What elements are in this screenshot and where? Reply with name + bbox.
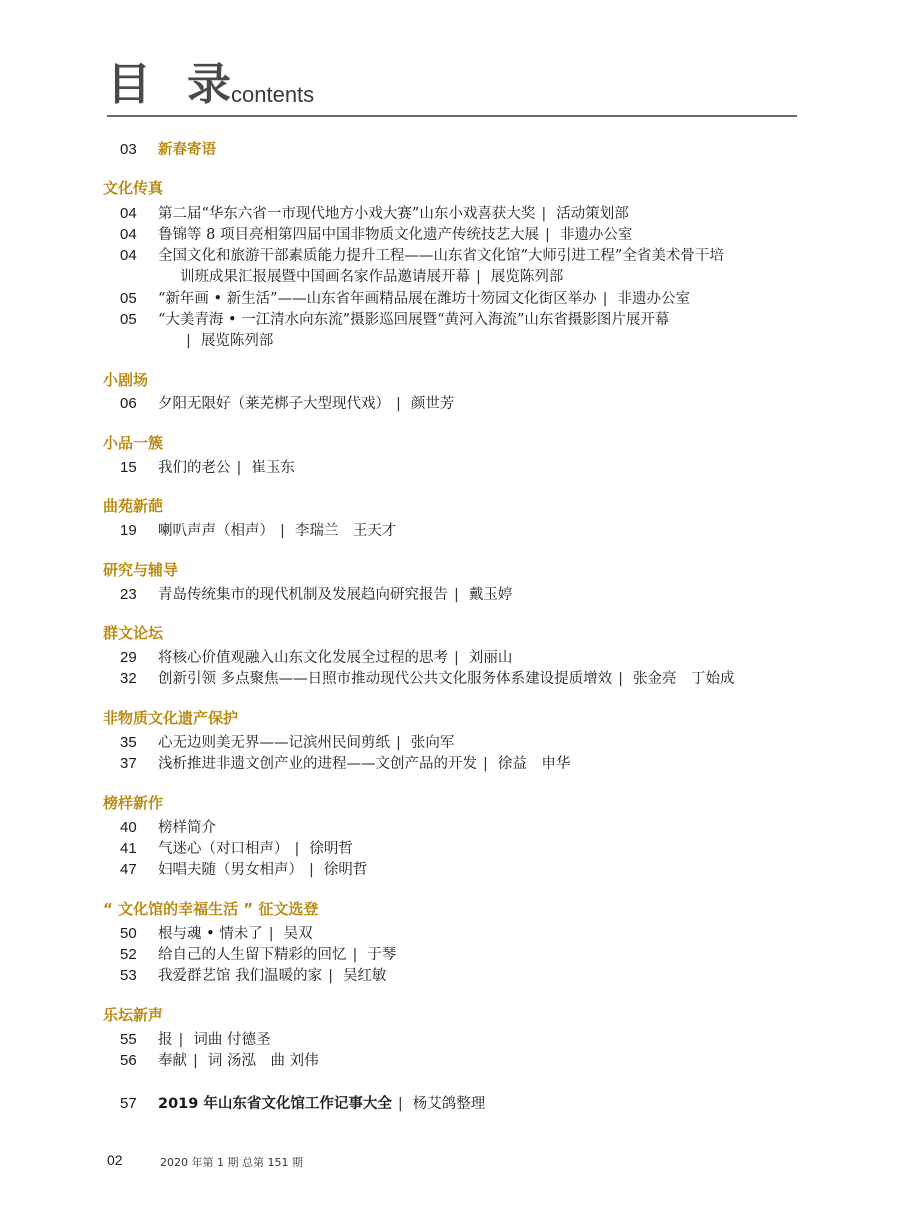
entry-title: 我们的老公	[158, 460, 231, 476]
entry-author: 吴红敏	[343, 968, 387, 984]
entry-title: 给自己的人生留下精彩的回忆	[158, 947, 347, 963]
toc-entry[interactable]	[120, 945, 396, 965]
separator: |	[602, 291, 608, 307]
entry-title: 青岛传统集市的现代机制及发展趋向研究报告	[158, 587, 448, 603]
entry-title: “大美青海 • 一江清水向东流”摄影巡回展暨“黄河入海流”山东省摄影图片展开幕	[158, 312, 670, 328]
entry-author: 非遗办公室	[617, 291, 690, 307]
entry-author: 展览陈列部	[200, 333, 274, 349]
title-char-lu: 录	[187, 59, 231, 110]
page-number: 41	[120, 840, 137, 857]
page-number: 04	[120, 226, 137, 243]
page-number: 52	[120, 946, 137, 963]
separator: |	[396, 735, 401, 751]
entry-author: 徐益 申华	[497, 756, 571, 772]
entry-title: 喇叭声声（相声）	[158, 523, 274, 539]
entry-title: 榜样简介	[158, 820, 216, 836]
title-char-mu: 目	[107, 59, 151, 110]
separator: |	[328, 968, 333, 984]
entry-title: 我爱群艺馆 我们温暖的家	[158, 968, 323, 984]
entry-author: 戴玉婷	[468, 587, 513, 603]
entry-title: 新春寄语	[158, 142, 216, 158]
entry-author: 于琴	[367, 947, 397, 963]
title-english: contents	[231, 82, 315, 107]
toc-entry[interactable]	[120, 1030, 271, 1050]
separator: |	[618, 671, 623, 687]
toc-entry[interactable]	[120, 860, 367, 880]
entry-title-cont: 训班成果汇报展暨中国画名家作品邀请展开幕	[180, 269, 470, 285]
page-number: 04	[120, 247, 137, 264]
entry-author: 活动策划部	[556, 206, 629, 222]
separator: |	[178, 1032, 184, 1048]
entry-author: 展览陈列部	[490, 269, 564, 285]
entry-title: 全国文化和旅游干部素质能力提升工程——山东省文化馆“大师引进工程”全省美术骨干培	[158, 248, 724, 264]
entry-title: 将核心价值观融入山东文化发展全过程的思考	[158, 650, 448, 666]
toc-entry[interactable]	[120, 966, 387, 986]
toc-entry[interactable]	[120, 924, 313, 944]
entry-author: 词 汤泓 曲 刘伟	[207, 1053, 319, 1069]
section-heading: 群文论坛	[103, 624, 164, 642]
section-heading: 乐坛新声	[103, 1006, 164, 1024]
entry-author: 徐明哲	[323, 862, 368, 878]
entry-title: 2019 年山东省文化馆工作记事大全	[158, 1096, 392, 1112]
page-number: 57	[120, 1095, 137, 1112]
separator: |	[294, 841, 300, 857]
section-heading: “ 文化馆的幸福生活 ” 征文选登	[103, 900, 319, 918]
toc-entry[interactable]	[120, 246, 724, 266]
section-heading: 曲苑新葩	[103, 497, 164, 515]
page-number: 35	[120, 734, 137, 751]
entry-author: 刘丽山	[468, 650, 513, 666]
separator: |	[396, 396, 401, 412]
entry-author: 张向军	[410, 735, 455, 751]
toc-entry[interactable]	[120, 648, 512, 668]
page-number: 19	[120, 522, 137, 539]
page-number: 06	[120, 395, 137, 412]
toc-entry[interactable]	[120, 754, 570, 774]
page-number: 03	[120, 141, 137, 158]
entry-title: 妇唱夫随（男女相声）	[158, 862, 303, 878]
page-number: 32	[120, 670, 137, 687]
contents-header	[107, 60, 797, 117]
page-number: 15	[120, 459, 137, 476]
toc-entry[interactable]	[120, 458, 295, 478]
toc-entry[interactable]	[120, 394, 454, 414]
separator: |	[280, 523, 285, 539]
toc-entry[interactable]	[120, 669, 735, 689]
entry-title: 第二届“华东六省一市现代地方小戏大赛”山东小戏喜获大奖	[158, 206, 536, 222]
entry-title: 奉献	[158, 1053, 187, 1069]
entry-author: 张金亮 丁始成	[633, 671, 735, 687]
separator: |	[544, 227, 550, 243]
page-number: 55	[120, 1031, 137, 1048]
page-number: 50	[120, 925, 137, 942]
entry-author: 吴双	[283, 926, 313, 942]
toc-entry[interactable]	[120, 818, 216, 838]
entry-title: 浅析推进非遗文创产业的进程——文创产品的开发	[158, 756, 477, 772]
section-heading: 小剧场	[103, 371, 149, 389]
entry-title: 根与魂 • 情未了	[158, 926, 263, 942]
page-number: 29	[120, 649, 137, 666]
toc-entry[interactable]	[120, 1094, 485, 1114]
toc-entry[interactable]	[120, 225, 632, 245]
entry-author: 李瑞兰 王天才	[294, 523, 397, 539]
toc-entry-continuation	[180, 267, 563, 287]
entry-author: 崔玉东	[251, 460, 295, 476]
page-number: 05	[120, 290, 137, 307]
toc-entry[interactable]	[120, 289, 690, 309]
toc-entry[interactable]	[120, 204, 629, 224]
entry-author: 非遗办公室	[559, 227, 633, 243]
entry-author: 颜世芳	[410, 396, 455, 412]
toc-entry[interactable]	[120, 521, 396, 541]
toc-entry[interactable]	[120, 310, 669, 330]
page-number: 37	[120, 755, 137, 772]
separator: |	[397, 1096, 403, 1112]
section-heading: 小品一簇	[103, 434, 164, 452]
toc-entry[interactable]	[120, 839, 353, 859]
section-heading: 文化传真	[103, 179, 164, 197]
entry-author: 词曲 付德圣	[193, 1032, 271, 1048]
toc-entry[interactable]	[120, 140, 216, 160]
page-number: 47	[120, 861, 137, 878]
entry-title: 报	[158, 1032, 173, 1048]
separator: |	[352, 947, 358, 963]
entry-title: “新年画 • 新生活”——山东省年画精品展在潍坊十笏园文化街区举办	[158, 291, 597, 307]
separator: |	[236, 460, 242, 476]
footer-issue: 2020 年第 1 期 总第 151 期	[160, 1156, 303, 1169]
entry-title: 夕阳无限好（莱芜梆子大型现代戏）	[158, 396, 390, 412]
section-heading: 榜样新作	[103, 794, 164, 812]
separator: |	[454, 650, 459, 666]
page-number: 40	[120, 819, 137, 836]
separator: |	[186, 333, 191, 349]
separator: |	[309, 862, 314, 878]
separator: |	[483, 756, 488, 772]
toc-entry[interactable]	[120, 585, 512, 605]
page-number: 05	[120, 311, 137, 328]
entry-author: 徐明哲	[309, 841, 353, 857]
separator: |	[193, 1053, 198, 1069]
separator: |	[454, 587, 459, 603]
separator: |	[541, 206, 547, 222]
toc-entry[interactable]	[120, 1051, 319, 1071]
separator: |	[476, 269, 481, 285]
entry-title: 心无边则美无界——记滨州民间剪纸	[158, 735, 390, 751]
toc-entry-continuation	[186, 331, 273, 351]
toc-entry[interactable]	[120, 733, 454, 753]
page-number: 56	[120, 1052, 137, 1069]
entry-author: 杨艾鸽整理	[412, 1096, 486, 1112]
page-number: 53	[120, 967, 137, 984]
entry-title: 创新引领 多点聚焦——日照市推动现代公共文化服务体系建设提质增效	[158, 671, 613, 687]
entry-title: 气迷心（对口相声）	[158, 841, 289, 857]
section-heading: 研究与辅导	[103, 561, 179, 579]
page-number: 04	[120, 205, 137, 222]
separator: |	[268, 926, 274, 942]
footer-page-number: 02	[107, 1152, 123, 1168]
page-number: 23	[120, 586, 137, 603]
entry-title: 鲁锦等 8 项目亮相第四届中国非物质文化遗产传统技艺大展	[158, 227, 539, 243]
section-heading: 非物质文化遗产保护	[103, 709, 239, 727]
